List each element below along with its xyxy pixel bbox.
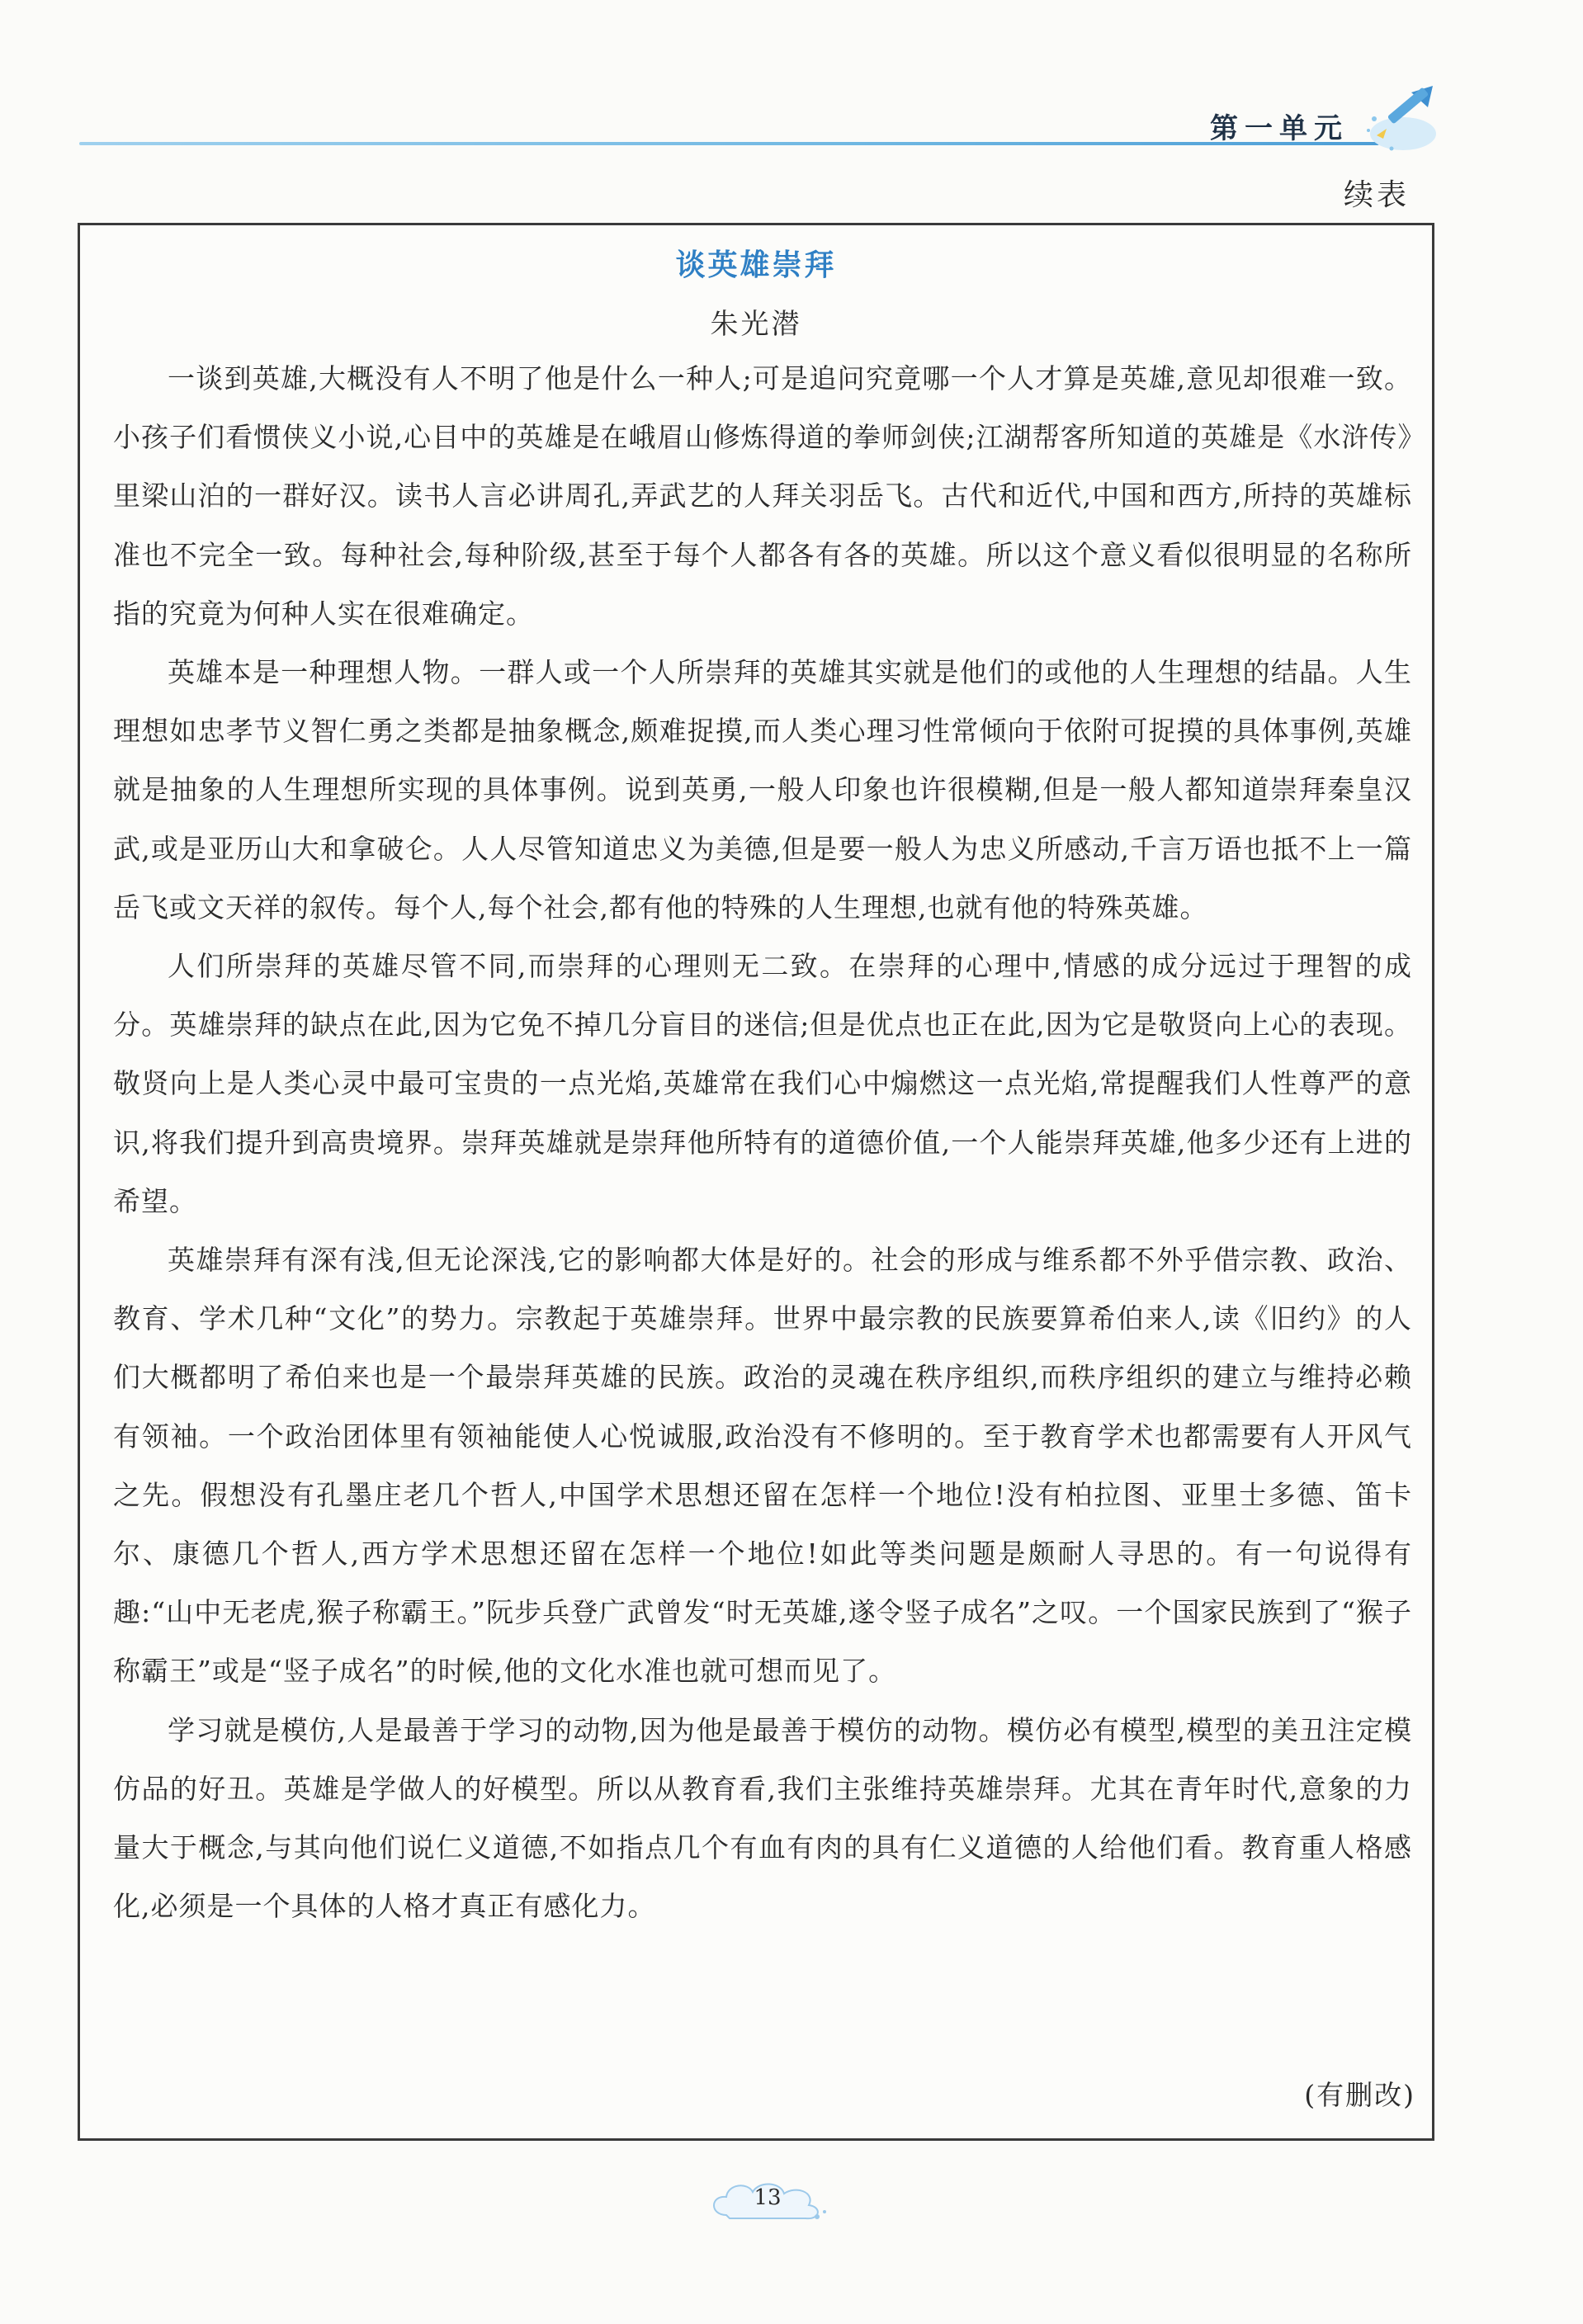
paragraph: 英雄崇拜有深有浅,但无论深浅,它的影响都大体是好的。社会的形成与维系都不外乎借宗教、政治、教育、学术几种“文化”的势力。宗教起于英雄崇拜。世界中最宗教的民族要算希伯来人,读《旧约》的人们大概都明了希伯来也是一个最崇拜英雄的民族。政治的灵魂在秩序组织,而秩序组织的建立与维持必赖有领袖。一个政治团体里有领袖能使人心悦诚服,政治没有不修明的。至于教育学术也都需要有人开风气之先。假想没有孔墨庄老几个哲人,中国学术思想还留在怎样一个地位!没有柏拉图、亚里士多德、笛卡尔、康德几个哲人,西方学术思想还留在怎样一个地位!如此等类问题是颇耐人寻思的。有一句说得有趣:“山中无老虎,猴子称霸王。”阮步兵登广武曾发“时无英雄,遂令竖子成名”之叹。一个国家民族到了“猴子称霸王”或是“竖子成名”的时候,他的文化水准也就可想而见了。 <box>113 1244 1412 1688</box>
article-author: 朱光潜 <box>710 308 802 341</box>
article-body <box>113 349 1412 1935</box>
content-frame <box>78 223 1434 2141</box>
continued-label: 续表 <box>1344 178 1411 212</box>
paragraph: 人们所崇拜的英雄尽管不同,而崇拜的心理则无二致。在崇拜的心理中,情感的成分远过于理智的成分。英雄崇拜的缺点在此,因为它免不掉几分盲目的迷信;但是优点也正在此,因为它是敬贤向上心的表现。敬贤向上是人类心灵中最可宝贵的一点光焰,英雄常在我们心中煽燃这一点光焰,常提醒我们人性尊严的意识,将我们提升到高贵境界。崇拜英雄就是崇拜他所特有的道德价值,一个人能崇拜英雄,他多少还有上进的希望。 <box>113 950 1412 1217</box>
page-number-badge <box>702 2175 834 2227</box>
article-title: 谈英雄崇拜 <box>675 248 837 282</box>
paragraph: 一谈到英雄,大概没有人不明了他是什么一种人;可是追问究竟哪一个人才算是英雄,意见却很难一致。小孩子们看惯侠义小说,心目中的英雄是在峨眉山修炼得道的拳师剑侠;江湖帮客所知道的英雄是《水浒传》里梁山泊的一群好汉。读书人言必讲周孔,弄武艺的人拜关羽岳飞。古代和近代,中国和西方,所持的英雄标准也不完全一致。每种社会,每种阶级,甚至于每个人都各有各的英雄。所以这个意义看似很明显的名称所指的究竟为何种人实在很难确定。 <box>113 362 1412 630</box>
source-note: (有删改) <box>1304 2079 1415 2111</box>
header-rule <box>79 142 1379 145</box>
page-number: 13 <box>754 2185 782 2210</box>
unit-title: 第一单元 <box>1210 112 1349 145</box>
paragraph: 英雄本是一种理想人物。一群人或一个人所崇拜的英雄其实就是他们的或他的人生理想的结晶。人生理想如忠孝节义智仁勇之类都是抽象概念,颇难捉摸,而人类心理习性常倾向于依附可捉摸的具体事例,英雄就是抽象的人生理想所实现的具体事例。说到英勇,一般人印象也许很模糊,但是一般人都知道崇拜秦皇汉武,或是亚历山大和拿破仑。人人尽管知道忠义为美德,但是要一般人为忠义所感动,千言万语也抵不上一篇岳飞或文天祥的叙传。每个人,每个社会,都有他的特殊的人生理想,也就有他的特殊英雄。 <box>113 656 1412 923</box>
pencil-decoration-icon <box>1354 76 1444 158</box>
paragraph: 学习就是模仿,人是最善于学习的动物,因为他是最善于模仿的动物。模仿必有模型,模型的美丑注定模仿品的好丑。英雄是学做人的好模型。所以从教育看,我们主张维持英雄崇拜。尤其在青年时代,意象的力量大于概念,与其向他们说仁义道德,不如指点几个有血有肉的具有仁义道德的人给他们看。教育重人格感化,必须是一个具体的人格才真正有感化力。 <box>113 1713 1412 1923</box>
